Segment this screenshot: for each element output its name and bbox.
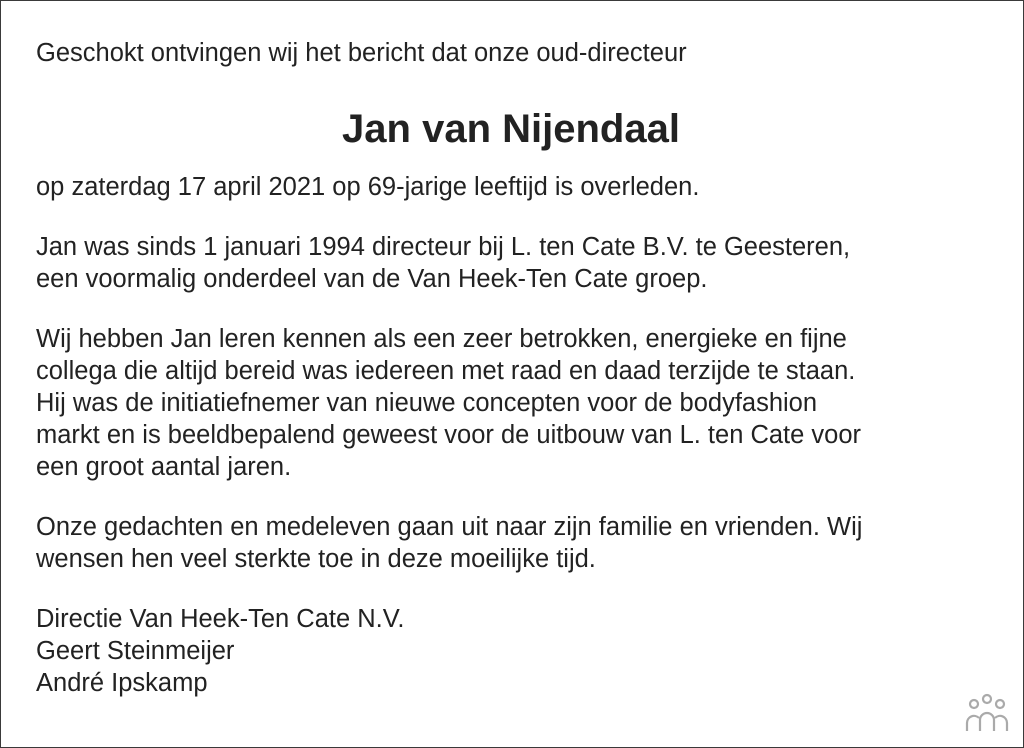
paragraph-tribute [36, 323, 986, 483]
paragraph-line: markt en is beeldbepalend geweest voor de uitbouw van L. ten Cate voor [36, 421, 862, 449]
paragraph-line: Hij was de initiatiefnemer van nieuwe concepten voor de bodyfashion [36, 389, 818, 417]
signature-line: André Ipskamp [36, 669, 208, 697]
deceased-name: Jan van Nijendaal [342, 107, 680, 151]
paragraph-condolence [36, 511, 986, 575]
paragraph-line: Wij hebben Jan leren kennen als een zeer betrokken, energieke en fijne [36, 325, 847, 353]
intro-text: Geschokt ontvingen wij het bericht dat onze oud-directeur [36, 39, 687, 67]
notice-content [36, 37, 986, 699]
death-announcement: op zaterdag 17 april 2021 op 69-jarige leeftijd is overleden. [36, 173, 700, 201]
signature-line: Geert Steinmeijer [36, 637, 235, 665]
paragraph-career [36, 231, 986, 295]
signature-line: Directie Van Heek-Ten Cate N.V. [36, 605, 405, 633]
paragraph-line: een voormalig onderdeel van de Van Heek-Ten Cate groep. [36, 265, 708, 293]
paragraph-line: een groot aantal jaren. [36, 453, 292, 481]
paragraph-line: collega die altijd bereid was iedereen met raad en daad terzijde te staan. [36, 357, 856, 385]
paragraph-line: Onze gedachten en medeleven gaan uit naar zijn familie en vrienden. Wij [36, 513, 863, 541]
paragraph-line: Jan was sinds 1 januari 1994 directeur bij L. ten Cate B.V. te Geesteren, [36, 233, 851, 261]
paragraph-line: wensen hen veel sterkte toe in deze moeilijke tijd. [36, 545, 596, 573]
people-group-icon [963, 693, 1011, 733]
signature-block [36, 603, 986, 699]
